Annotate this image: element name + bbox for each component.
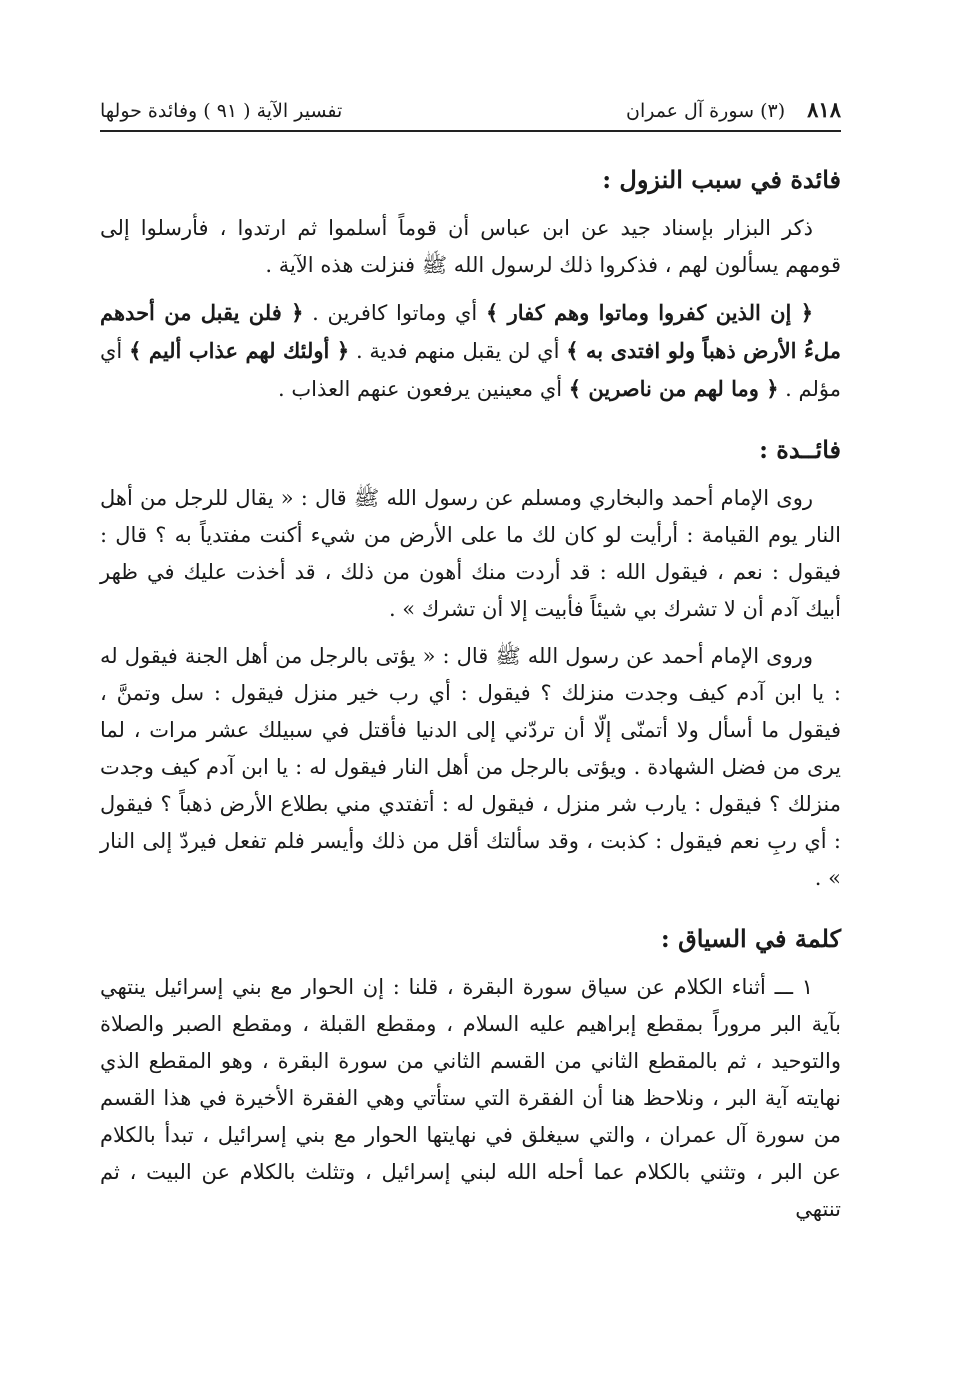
header-right [626,97,841,122]
heading-benefit: فائــدة : [759,435,841,464]
paragraph-occasion: ذكر البزار بإسناد جيد عن ابن عباس أن قوماً أسلموا ثم ارتدوا ، فأرسلوا إلى قومهم يسألون لهم ، فذكروا ذلك لرسول الله ﷺ فنزلت هذه الآية . [100,216,841,277]
running-header [100,92,841,132]
heading-occasion-of-revelation: فائدة في سبب النزول : [602,165,841,194]
paragraph-hadith-1: روى الإمام أحمد والبخاري ومسلم عن رسول الله ﷺ قال : « يقال للرجل من أهل النار يوم القيامة : أرأيت لو كان لك ما على الأرض من شيء أكنت مفتدياً به ؟ قال : فيقول : نعم ، فيقول الله : قد أردت منك أهون من ذلك ، قد أخذت عليك في ظهر أبيك آدم أن لا تشرك بي شيئاً فأبيت إلا أن تشرك » . [100,486,841,621]
page-number: ٨١٨ [807,97,841,122]
verse-quote: ﴿ إن الذين كفروا وماتوا وهم كفار ﴾ [485,300,814,325]
verse-quote: ﴿ وما لهم من ناصرين ﴾ [568,376,779,401]
verse-quote: ﴿ أولئك لهم عذاب أليم ﴾ [129,338,350,363]
heading-context: كلمة في السياق : [660,924,841,953]
paragraph-verse-commentary [100,294,841,408]
verse-explanation: أي مؤلم . [100,339,841,401]
surah-title: (٣) سورة آل عمران [625,100,786,122]
page-body [100,160,841,1238]
paragraph-hadith-2: وروى الإمام أحمد عن رسول الله ﷺ قال : « يؤتى بالرجل من أهل الجنة فيقول له : يا ابن آدم كيف وجدت منزلك ؟ فيقول : أي رب خير منزل فيقول : سل وتمنَّ ، فيقول ما أسأل ولا أتمنّى إلّا أن تردّني إلى الدنيا فأقتل في سبيلك عشر مرات ، لما يرى من فضل الشهادة . ويؤتى بالرجل من أهل النار فيقول له : يا ابن آدم كيف وجدت منزلك ؟ فيقول : يارب شر منزل ، فيقول له : أتفتدي مني بطلاع الأرض ذهباً ؟ فيقول : أي ربِ نعم فيقول : كذبت ، وقد سألتك أقل من ذلك وأيسر فلم تفعل فيردّ إلى النار » . [100,644,841,890]
verse-quote: ﴿ فلن يقبل من أحدهم ملءُ الأرض ذهباً ولو افتدى به ﴾ [100,300,841,363]
paragraph-context: ١ ـــ أثناء الكلام عن سياق سورة البقرة ، قلنا : إن الحوار مع بني إسرائيل ينتهي بآية البر مروراً بمقطع إبراهيم عليه السلام ، ومقطع القبلة ، ومقطع الصبر والصلاة والتوحيد ، ثم بالمقطع الثاني من القسم الثاني من سورة البقرة ، وهو المقطع الذي نهايته آية البر ، ونلاحظ هنا أن الفقرة التي ستأتي وهي الفقرة الأخيرة في هذا القسم من سورة آل عمران ، والتي سيغلق في نهايتها الحوار مع بني إسرائيل ، تبدأ بالكلام عن البر ، وتثني بالكلام عما أحله الله لبني إسرائيل ، وتثلث بالكلام عن البيت ، ثم تنتهي [100,975,841,1221]
verse-explanation: أي معينين يرفعون عنهم العذاب . [278,377,569,401]
section-title: تفسير الآية ( ٩١ ) وفائدة حولها [100,100,343,122]
verse-explanation: أي لن يقبل منهم فدية . [349,339,567,363]
verse-explanation: أي وماتوا كافرين . [303,301,486,325]
